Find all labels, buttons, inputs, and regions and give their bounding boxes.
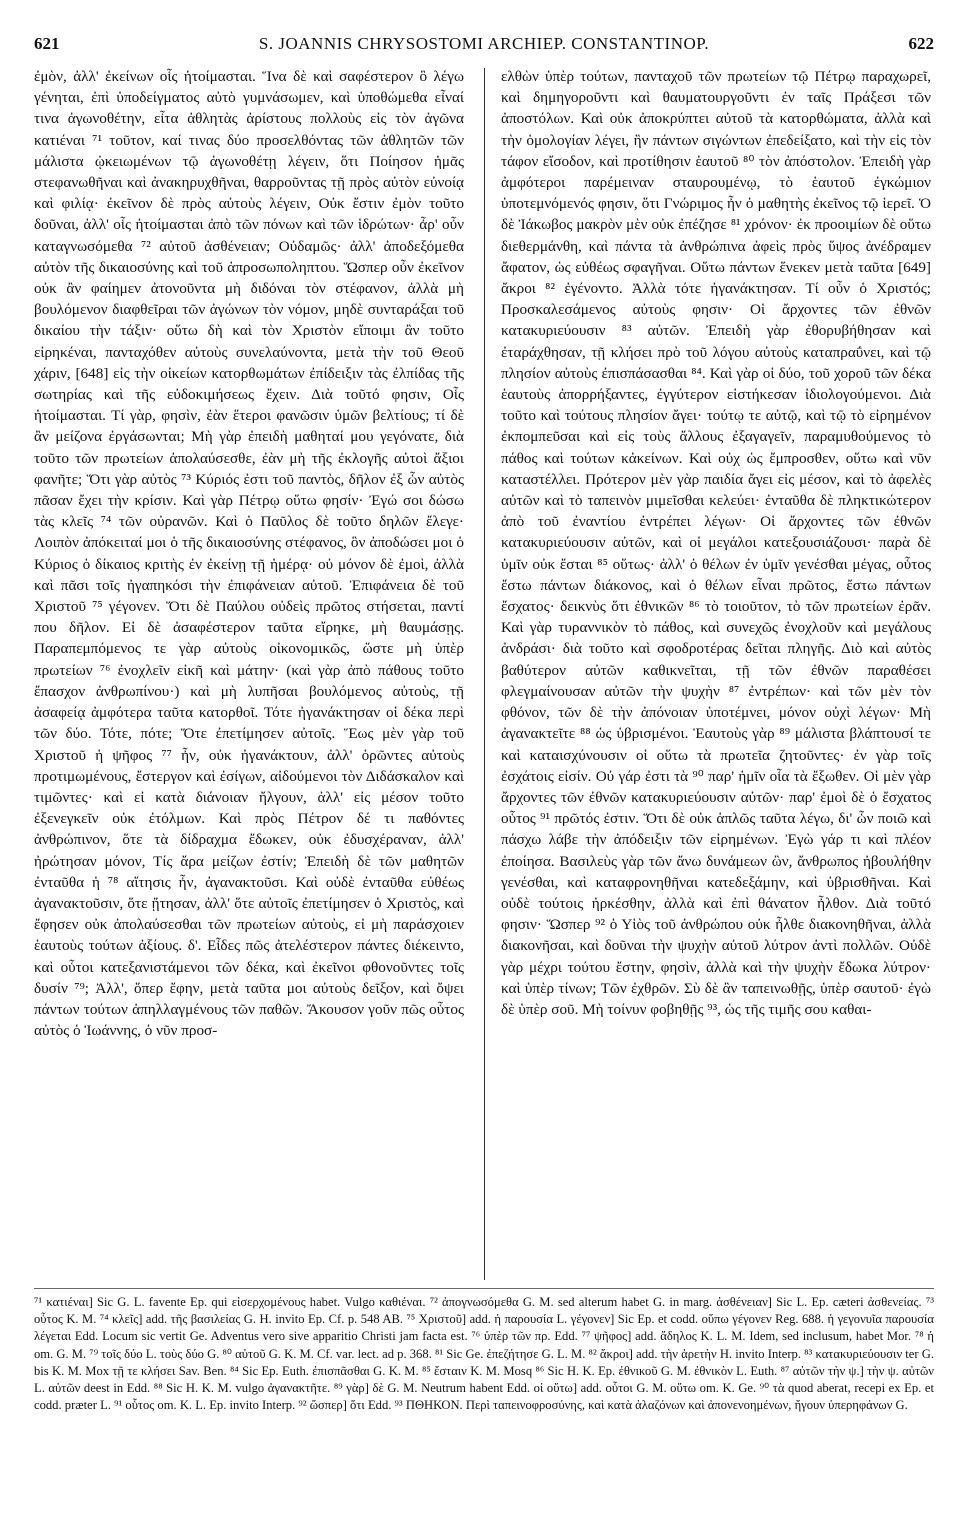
page-number-right: 622 xyxy=(908,34,934,53)
column-divider xyxy=(484,68,485,1280)
column-text-left: ἐμὸν, ἀλλ' ἐκείνων οἷς ἡτοίμασται. Ἵνα δὲ καὶ σαφέστερον ὃ λέγω γένηται, ἐπὶ ὑποδείγματος αὐτὸ γυμνάσωμεν, καὶ ὑποθώμεθα εἶναί τινα ἀγωνοθέτην, εἶτα ἀθλητὰς ἀρίστους πολλοὺς εἰς τὸν ἀγῶνα κατιέναι ⁷¹ τοῦτον, καί τινας δύο προσελθόντας τῶν ἀθλητῶν τῶν μάλιστα ᾠκειωμένων τῷ ἀγωνοθέτῃ λέγειν, ὅτι Ποίησον ἡμᾶς στεφανωθῆναι καὶ ἀνακηρυχθῆναι, θαρροῦντας τῇ πρὸς αὐτὸν εὐνοίᾳ καὶ φιλίᾳ· ἐκεῖνον δὲ πρὸς αὐτοὺς λέγειν, Οὐκ ἔστιν ἐμὸν τοῦτο δοῦναι, ἀλλ' οἷς ἡτοίμασται ἀπὸ τῶν πόνων καὶ τῶν ἱδρώτων· ἆρ' οὖν καταγνωσόμεθα ⁷² αὐτοῦ ἀσθένειαν; Οὐδαμῶς· ἀλλ' ἀποδεξόμεθα αὐτὸν τῆς δικαιοσύνης καὶ τοῦ ἀπροσωποληπτου. Ὥσπερ οὖν ἐκεῖνον οὐκ ἂν φαίημεν ἀτονοῦντα μὴ διδόναι τὸν στέφανον, ἀλλὰ μὴ βουλόμενον διαφθεῖραι τῶν ἀγώνων τὸν νόμον, μηδὲ συνταράξαι τοῦ δικαίου τὴν τάξιν· οὕτω δὴ καὶ τὸν Χριστὸν εἴποιμι ἂν τοῦτο εἰρηκέναι, πανταχόθεν αὐτοὺς συνελαύνοντα, μετὰ τὴν τοῦ Θεοῦ χάριν, [648] εἰς τὴν οἰκείων κατορθωμάτων ἐπίδειξιν τὰς ἐλπίδας τῆς σωτηρίας καὶ τῆς εὐδοκιμήσεως ἔχειν. Διὰ τοῦτό φησιν, Οἷς ἡτοίμασται. Τί γὰρ, φησὶν, ἐὰν ἕτεροι φανῶσιν ὑμῶν βελτίους; τί δὲ ἂν μείζονα ἐργάσωνται; Μὴ γὰρ ἐπειδὴ μαθηταί μου γεγόνατε, διὰ τοῦτο τῶν πρωτείων ἀπολαύσεσθε, ἐὰν μὴ τῆς ἐκλογῆς αὐτοὶ ἄξιοι φανῆτε; Ὅτι γὰρ αὐτὸς ⁷³ Κύριός ἐστι τοῦ παντὸς, δῆλον ἐξ ὧν αὐτὸς πᾶσαν ἔχει τὴν κρίσιν. Καὶ γὰρ Πέτρῳ οὕτω φησίν· Ἐγώ σοι δώσω τὰς κλεῖς ⁷⁴ τῶν οὐρανῶν. Καὶ ὁ Παῦλος δὲ τοῦτο δηλῶν ἔλεγε· Λοιπὸν ἀπόκειταί μοι ὁ τῆς δικαιοσύνης στέφανος, ὃν ἀποδώσει μοι ὁ Κύριος ὁ δίκαιος κριτὴς ἐν ἐκείνῃ τῇ ἡμέρᾳ· οὐ μόνον δὲ ἐμοὶ, ἀλλὰ καὶ πᾶσι τοῖς ἠγαπηκόσι τὴν ἐπιφάνειαν αὐτοῦ. Ἐπιφάνεια δὲ τοῦ Χριστοῦ ⁷⁵ γέγονεν. Ὅτι δὲ Παύλου οὐδεὶς πρῶτος στήσεται, παντί που δῆλον. Εἰ δὲ ἀσαφέστερον ταῦτα εἴρηκε, μὴ θαυμάσῃς. Παραπεμπόμενος τε γὰρ αὐτοὺς οἰκονομικῶς, ὥστε μὴ ὑπὲρ πρωτείων ⁷⁶ ἐνοχλεῖν εἰκῆ καὶ μάτην· (καὶ γὰρ ἀπὸ πάθους τοῦτο ἔπασχον ἀνθρωπίνου·) καὶ μὴ λυπῆσαι βουλόμενος αὐτοὺς, τῇ ἀσαφείᾳ ἀμφότερα ταῦτα κατορθοῖ. Τότε ἠγανάκτησαν οἱ δέκα περὶ τῶν δύο. Τότε, πότε; Ὅτε ἐπετίμησεν αὐτοῖς. Ἕως μὲν γὰρ τοῦ Χριστοῦ ἡ ψῆφος ⁷⁷ ἦν, οὐκ ἠγανάκτουν, ἀλλ' ὁρῶντες αὐτοὺς προτιμωμένους, ἔστεργον καὶ ἐσίγων, αἰδούμενοι τὸν Διδάσκαλον καὶ τιμῶντες· καὶ εἰ κατὰ διάνοιαν ἤλγουν, ἀλλ' εἰς μέσον τοῦτο ἐξενεγκεῖν οὐκ ἐτόλμων. Καὶ πρὸς Πέτρον δέ τι παθόντες ἀνθρώπινον, ὅτε τὰ δίδραχμα ἔδωκεν, οὐκ ἐδυσχέραναν, ἀλλ' ἠρώτησαν μόνον, Τίς ἄρα μείζων ἐστίν; Ἐπειδὴ δὲ τῶν μαθητῶν ἐνταῦθα ἡ ⁷⁸ αἴτησις ἦν, ἀγανακτοῦσι. Καὶ οὐδὲ ἐνταῦθα εὐθέως ἀγανακτοῦσιν, ὅτε ᾔτησαν, ἀλλ' ὅτε αὐτοῖς ἐπετίμησεν ὁ Χριστὸς, καὶ ἔφησεν οὐκ ἀπολαύσεσθαι τῶν πρωτείων αὐτοὺς, εἰ μὴ παράσχοιεν ἑαυτοὺς τούτων ἀξίους. δ'. Εἶδες πῶς ἀτελέστερον πάντες διέκειντο, καὶ οὗτοι κατεξανιστάμενοι τῶν δέκα, καὶ ἐκεῖνοι φθονοῦντες τοῖς δυσίν ⁷⁹; Ἀλλ', ὅπερ ἔφην, μετὰ ταῦτα μοι αὐτοὺς δεῖξον, καὶ ὄψει πάντων τούτων ἀπηλλαγμένους τῶν παθῶν. Ἄκουσον γοῦν πῶς οὗτος αὐτὸς ὁ Ἰωάννης, ὁ νῦν προσ- xyxy=(34,68,464,1040)
footnote-rule xyxy=(34,1288,934,1289)
column-text-right: ελθὼν ὑπὲρ τούτων, πανταχοῦ τῶν πρωτείων τῷ Πέτρῳ παραχωρεῖ, καὶ δημηγοροῦντι καὶ θαυματουργοῦντι ἐν ταῖς Πράξεσι τῶν ἀποστόλων. Καὶ οὐκ ἀποκρύπτει αὐτοῦ τὰ κατορθώματα, ἀλλὰ καὶ τὴν ὁμολογίαν λέγει, ἣν πάντων σιγώντων ἐπεδείξατο, καὶ τὴν εἰς τὸν τάφον εἴσοδον, καὶ προτίθησιν ἑαυτοῦ ⁸⁰ τὸν ἀπόστολον. Ἐπειδὴ γὰρ ἀμφότεροι παρέμειναν σταυρουμένῳ, τὸ ἑαυτοῦ ἐγκώμιον ὑποτεμνόμενός φησιν, ὅτι Γνώριμος ἦν ὁ μαθητὴς ἐκεῖνος τῷ ἱερεῖ. Ὁ δὲ Ἰάκωβος μακρὸν μὲν οὐκ ἐπέζησε ⁸¹ χρόνον· ἐκ προοιμίων δὲ οὕτω διεθερμάνθη, καὶ πάντα τὰ ἀνθρώπινα ἀφεὶς πρὸς ὕψος ἀνέδραμεν ἄφατον, ὡς εὐθέως σφαγῆναι. Οὕτω πάντων ἕνεκεν μετὰ ταῦτα [649] ἄκροι ⁸² ἐγένοντο. Ἀλλὰ τότε ἠγανάκτησαν. Τί οὖν ὁ Χριστός; Προσκαλεσάμενος αὐτοὺς φησιν· Οἱ ἄρχοντες τῶν ἐθνῶν κατακυριεύουσιν ⁸³ αὐτῶν. Ἐπειδὴ γὰρ ἐθορυβήθησαν καὶ ἐταράχθησαν, τῇ κλήσει πρὸ τοῦ λόγου αὐτοὺς καταπραΰνει, καὶ τῷ πλησίον αὐτοὺς ἐπισπάσασθαι ⁸⁴. Καὶ γὰρ οἱ δύο, τοῦ χοροῦ τῶν δέκα ἑαυτοὺς ἀπορρήξαντες, ἐγγύτερον εἱστήκεσαν ἰδιολογούμενοι. Διὰ τοῦτο καὶ τούτους πλησίον ἄγει· τούτῳ τε αὐτῷ, καὶ τῷ τὸ εἰρημένον ἐκπομπεῦσαι καὶ εἰς τοὺς ἄλλους ἐξαγαγεῖν, παραμυθούμενος τὸ πάθος καὶ τούτων κἀκείνων. Καὶ οὐχ ὡς ἔμπροσθεν, οὕτω καὶ νῦν καταστέλλει. Πρότερον μὲν γὰρ παιδία ἄγει εἰς μέσον, καὶ τὸ ἀφελὲς αὐτῶν καὶ τὸ ταπεινὸν μιμεῖσθαι κελεύει· ἐνταῦθα δὲ πληκτικώτερον ἀπὸ τοῦ ἐναντίου ἐντρέπει λέγων· Οἱ ἄρχοντες τῶν ἐθνῶν κατακυριεύουσιν αὐτῶν, καὶ οἱ μεγάλοι κατεξουσιάζουσι· παρὰ δὲ ὑμῖν οὐκ ἔσται ⁸⁵ οὕτως· ἀλλ' ὁ θέλων ἐν ὑμῖν γενέσθαι μέγας, οὗτος ἔστω πάντων διάκονος, καὶ ὁ θέλων εἶναι πρῶτος, ἔστω πάντων ἔσχατος· δεικνὺς ὅτι ἐθνικῶν ⁸⁶ τὸ τοιοῦτον, τὸ τῶν πρωτείων ἐρᾶν. Καὶ γὰρ τυραννικὸν τὸ πάθος, καὶ συνεχῶς ἐνοχλοῦν καὶ μεγάλους ἀνδράσι· διὰ τοῦτο καὶ σφοδροτέρας δεῖται πληγῆς. Διὸ καὶ αὐτὸς βαθύτερον αὐτῶν καθικνεῖται, τῇ τῶν ἐθνῶν παραθέσει φλεγμαίνουσαν αὐτῶν τὴν ψυχὴν ⁸⁷ ἐντρέπων· καὶ τῶν μὲν τὸν φθόνον, τῶν δὲ τὴν ἀπόνοιαν ὑποτέμνει, μόνον οὐχὶ λέγων· Μὴ ἀγανακτεῖτε ⁸⁸ ὡς ὑβρισμένοι. Ἑαυτοὺς γὰρ ⁸⁹ μάλιστα βλάπτουσί τε καὶ καταισχύνουσιν οἱ οὕτω τὰ πρωτεῖα ζητοῦντες· ἐν γὰρ τοῖς ἐσχάτοις εἰσίν. Οὐ γάρ ἐστι τὰ ⁹⁰ παρ' ἡμῖν οἷα τὰ ἔξωθεν. Οἱ μὲν γὰρ ἄρχοντες τῶν ἐθνῶν κατακυριεύουσιν αὐτῶν· παρ' ἐμοὶ δὲ ὁ ἔσχατος οὗτος ⁹¹ πρῶτός ἐστιν. Ὅτι δὲ οὐκ ἁπλῶς ταῦτα λέγω, δι' ὧν ποιῶ καὶ πάσχω λάβε τὴν ἀπόδειξιν τῶν εἰρημένων. Ἐγὼ γάρ τι καὶ πλέον ἐποίησα. Βασιλεὺς γὰρ τῶν ἄνω δυνάμεων ὢν, ἄνθρωπος ἠβουλήθην γενέσθαι, καὶ καταφρονηθῆναι κατεδεξάμην, καὶ ὑβρισθῆναι. Καὶ οὐδὲ τούτοις ἠρκέσθην, ἀλλὰ καὶ ἐπὶ θάνατον ἦλθον. Διὰ τοῦτό φησιν· Ὥσπερ ⁹² ὁ Υἱὸς τοῦ ἀνθρώπου οὐκ ἦλθε διακονηθῆναι, ἀλλὰ διακονῆσαι, καὶ δοῦναι τὴν ψυχὴν αὐτοῦ λύτρον ἀντὶ πολλῶν. Οὐδὲ γὰρ μέχρι τούτου ἔστην, φησὶν, ἀλλὰ καὶ τὴν ψυχὴν ἔδωκα λύτρον· καὶ ὑπὲρ τίνων; Τῶν ἐχθρῶν. Σὺ δὲ ἂν ταπεινωθῇς, ὑπὲρ σαυτοῦ· ἐγὼ δὲ ὑπὲρ σοῦ. Μὴ τοίνυν φοβηθῇς ⁹³, ὡς τῆς τιμῆς σου καθαι- xyxy=(501,68,931,1018)
running-header xyxy=(34,34,934,58)
footnotes-text: ⁷¹ κατιέναι] Sic G. L. favente Ep. qui εἰσερχομένους habet. Vulgo καθιέναι. ⁷² ἀπογνωσόμεθα G. M. sed alterum habet G. in marg. ἀσθένειαν] Sic L. Ep. cæteri ἀσθενείας. ⁷³ οὗτος K. M. ⁷⁴ κλεῖς] add. τῆς βασιλείας G. H. invito Ep. Cf. p. 548 AB. ⁷⁵ Χριστοῦ] add. ἡ παρουσία L. γέγονεν] Sic Ep. et codd. οὕπω γέγονεν Reg. 688. ἡ γεγονυῖα παρουσία λέγεται Edd. Locum sic vertit Ge. Adventus vero sive apparitio Christi jam facta est. ⁷⁶ ὑπὲρ τῶν πρ. Edd. ⁷⁷ ψῆφος] add. ἄδηλος K. L. M. Idem, sed inclusum, habet Mor. ⁷⁸ ἡ om. G. M. ⁷⁹ τοῖς δύο L. τοὺς δύο G. ⁸⁰ αὐτοῦ G. K. M. Cf. var. lect. ad p. 368. ⁸¹ Sic Ge. ἐπεζήτησε G. L. M. ⁸² ἄκροι] add. τὴν ἀρετὴν H. invito Interp. ⁸³ κατακυριεύουσιν ter G. bis K. M. Mox τῇ τε κλήσει Sav. Ben. ⁸⁴ Sic Ep. Euth. ἐπισπᾶσθαι G. K. M. ⁸⁵ ἔσταιν K. M. Mosq ⁸⁶ Sic H. K. Ep. ἐθνικοῦ G. M. ἐθνικὸν L. Euth. ⁸⁷ αὐτῶν τὴν ψ.] τὴν ψ. αὐτῶν L. αὐτῶν deest in Edd. ⁸⁸ Sic H. K. M. vulgo ἀγανακτῆτε. ⁸⁹ γὰρ] δὲ G. M. Neutrum habent Edd. οἱ οὕτω] add. οὗτοι G. M. οὕτω om. K. Ge. ⁹⁰ τὰ quod aberat, recepi ex Ep. et codd. præter L. ⁹¹ οὗτος om. K. L. Ep. invito Interp. ⁹² ὥσπερ] ὅτι Edd. ⁹³ ΠΘΗΚΟΝ. Περὶ ταπεινοφροσύνης, καὶ κατὰ ἀλαζόνων καὶ ἀπονενοημένων, ἤγουν ὑπερηφάνων G. xyxy=(34,1295,934,1413)
text-column-right xyxy=(501,66,931,1316)
footnotes xyxy=(34,1294,934,1524)
text-column-left xyxy=(34,66,464,1316)
running-title: S. JOANNIS CHRYSOSTOMI ARCHIEP. CONSTANTINOP. xyxy=(258,34,710,53)
page-number-left: 621 xyxy=(34,34,60,53)
